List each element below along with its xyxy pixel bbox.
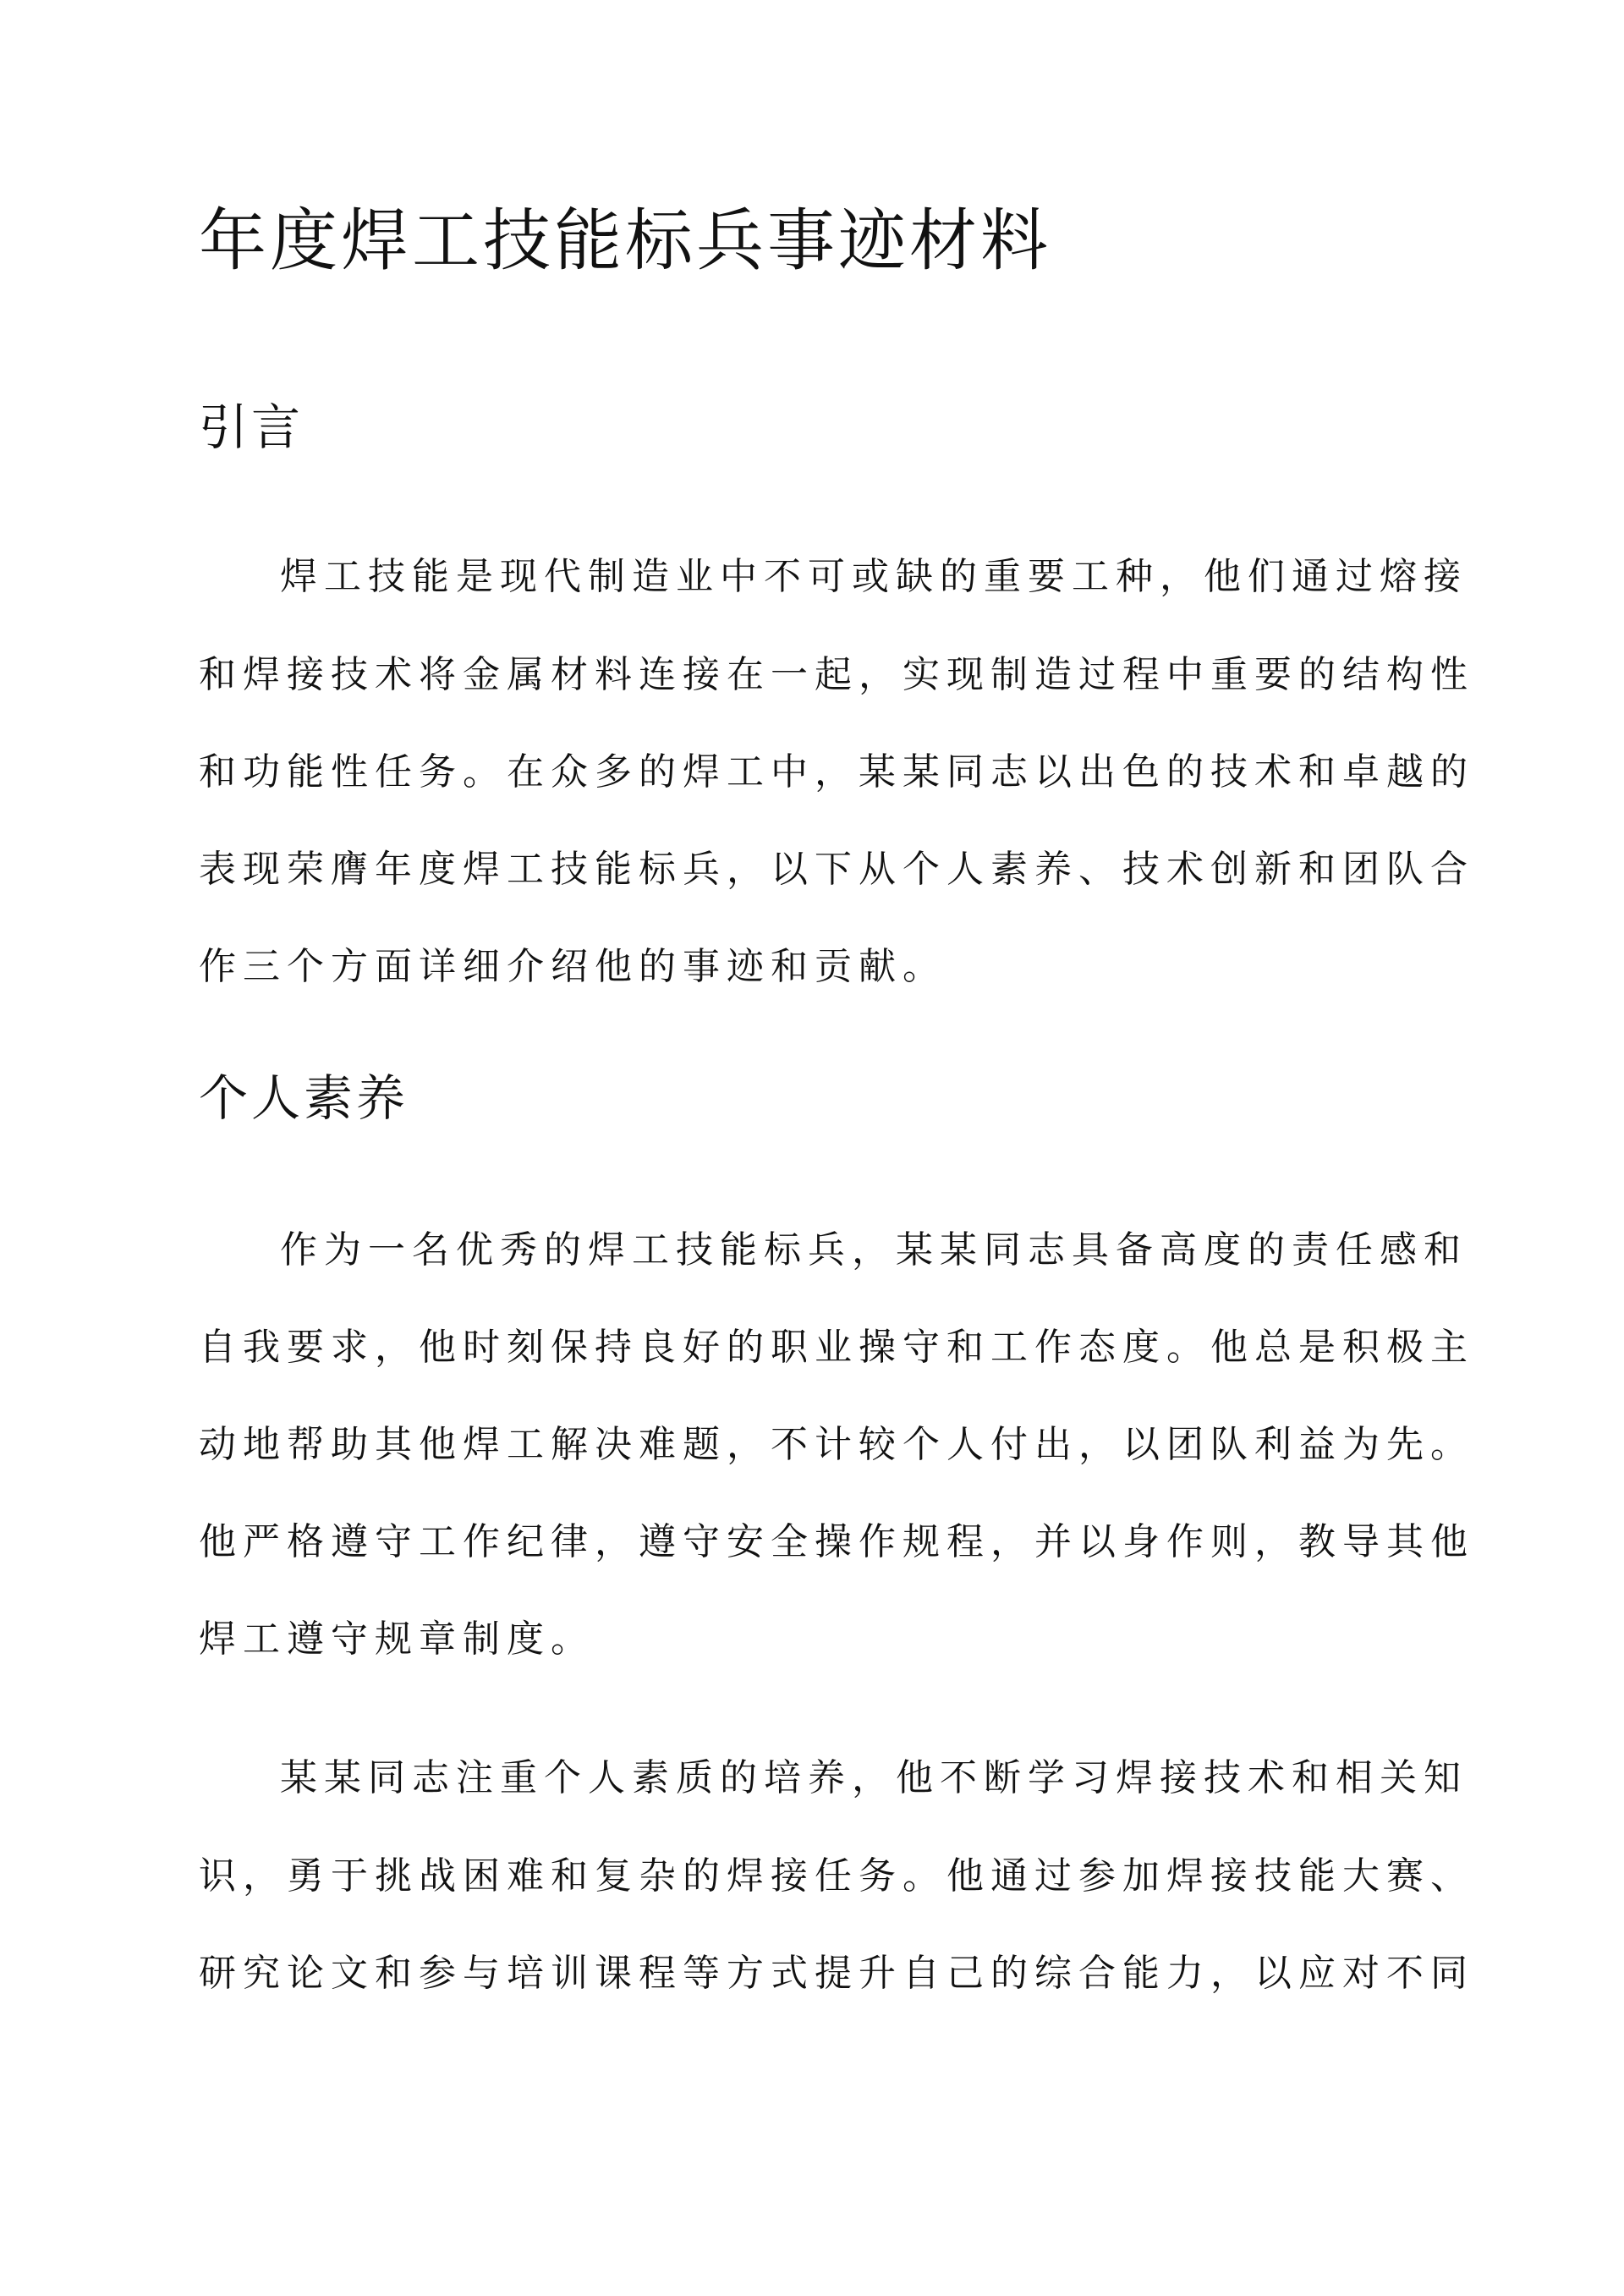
document-title: 年度焊工技能标兵事迹材料 xyxy=(199,201,1051,280)
text-line: 焊工技能是现代制造业中不可或缺的重要工种，他们通过熔接 xyxy=(280,555,1468,598)
text-line: 表现荣膺年度焊工技能标兵，以下从个人素养、技术创新和团队合 xyxy=(199,848,1474,891)
text-line: 作为一名优秀的焊工技能标兵，某某同志具备高度的责任感和 xyxy=(280,1228,1468,1272)
section-heading-personal-quality: 个人素养 xyxy=(199,1069,409,1127)
text-line: 作三个方面详细介绍他的事迹和贡献。 xyxy=(199,945,946,988)
text-line: 研究论文和参与培训课程等方式提升自己的综合能力，以应对不同 xyxy=(199,1952,1474,1995)
text-line: 某某同志注重个人素质的培养，他不断学习焊接技术和相关知 xyxy=(280,1756,1468,1799)
text-line: 识，勇于挑战困难和复杂的焊接任务。他通过参加焊接技能大赛、 xyxy=(199,1854,1474,1898)
section-heading-introduction: 引言 xyxy=(199,398,304,456)
text-line: 他严格遵守工作纪律，遵守安全操作规程，并以身作则，教导其他 xyxy=(199,1520,1474,1563)
text-line: 焊工遵守规章制度。 xyxy=(199,1618,595,1661)
text-line: 和焊接技术将金属材料连接在一起，实现制造过程中重要的结构性 xyxy=(199,653,1474,696)
text-line: 动地帮助其他焊工解决难题，不计较个人付出，以团队利益为先。 xyxy=(199,1423,1474,1466)
text-line: 和功能性任务。在众多的焊工中，某某同志以出色的技术和卓越的 xyxy=(199,750,1474,794)
text-line: 自我要求，他时刻保持良好的职业操守和工作态度。他总是积极主 xyxy=(199,1326,1474,1369)
